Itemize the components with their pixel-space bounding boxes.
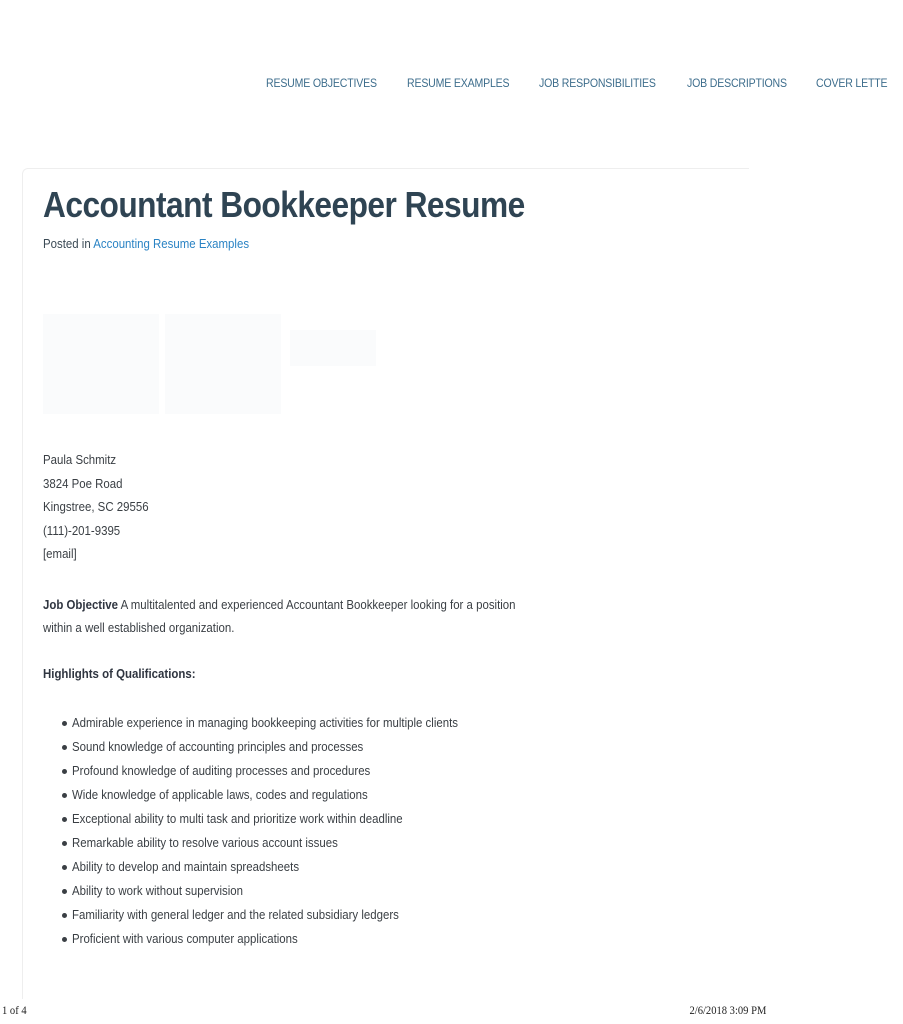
bullet-icon bbox=[62, 817, 67, 822]
nav-job-responsibilities[interactable]: JOB RESPONSIBILITIES bbox=[539, 76, 657, 90]
nav-resume-objectives[interactable]: RESUME OBJECTIVES bbox=[266, 76, 377, 90]
top-navigation bbox=[260, 74, 888, 94]
objective-text: A multitalented and experienced Accountant Bookkeeper looking for a position within a well established organization. bbox=[43, 597, 516, 635]
highlights-heading: Highlights of Qualifications: bbox=[43, 666, 196, 681]
ad-placeholder bbox=[43, 314, 159, 414]
objective-label: Job Objective bbox=[43, 597, 119, 612]
contact-city: Kingstree, SC 29556 bbox=[43, 499, 149, 515]
bullet-icon bbox=[62, 913, 67, 918]
posted-prefix: Posted in bbox=[43, 236, 91, 251]
bullet-icon bbox=[62, 745, 67, 750]
contact-email: [email] bbox=[43, 546, 77, 562]
job-objective bbox=[43, 593, 541, 639]
nav-cover-letters[interactable]: COVER LETTE bbox=[816, 76, 888, 90]
bullet-icon bbox=[62, 793, 67, 798]
bullet-icon bbox=[62, 865, 67, 870]
contact-name: Paula Schmitz bbox=[43, 452, 117, 467]
bullet-icon bbox=[62, 841, 67, 846]
contact-street: 3824 Poe Road bbox=[43, 475, 123, 491]
contact-block bbox=[43, 448, 149, 566]
page-title: Accountant Bookkeeper Resume bbox=[43, 184, 525, 225]
nav-job-descriptions[interactable]: JOB DESCRIPTIONS bbox=[687, 76, 788, 90]
bullet-icon bbox=[62, 769, 67, 774]
page-number: 1 of 4 bbox=[2, 1003, 27, 1017]
ad-placeholder bbox=[290, 330, 376, 366]
ad-placeholder bbox=[165, 314, 281, 414]
contact-phone: (111)-201-9395 bbox=[43, 522, 121, 538]
bullet-icon bbox=[62, 937, 67, 942]
post-category bbox=[43, 236, 249, 251]
bullet-icon bbox=[62, 721, 67, 726]
nav-resume-examples[interactable]: RESUME EXAMPLES bbox=[407, 76, 510, 90]
category-link[interactable]: Accounting Resume Examples bbox=[93, 236, 250, 251]
print-timestamp: 2/6/2018 3:09 PM bbox=[689, 1003, 766, 1017]
bullet-icon bbox=[62, 889, 67, 894]
